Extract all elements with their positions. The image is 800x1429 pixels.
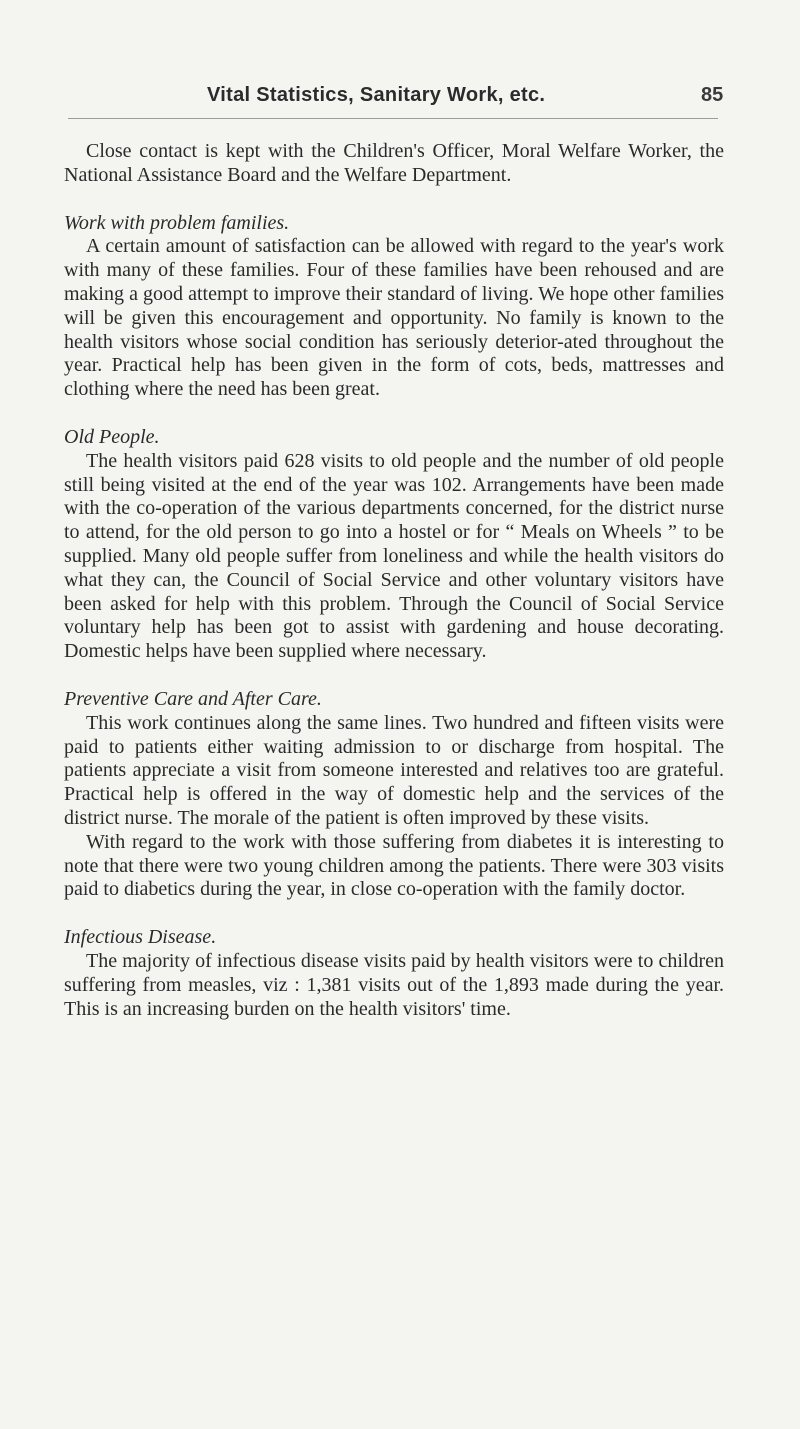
paragraph-problem-families: A certain amount of satisfaction can be allowed with regard to the year's work with many of these families. Four of these families have been rehoused and are making a good attempt to improve their standard of living. We hope other families will be given this encouragement and opportunity. No family is known to the health visitors whose social condition has seriously deterior-ated throughout the year. Practical help has been given in the form of cots, beds, mattresses and clothing where the need has been great. — [64, 235, 724, 401]
running-title: Vital Statistics, Sanitary Work, etc. — [207, 84, 546, 106]
running-head — [0, 84, 800, 114]
header-rule — [68, 118, 718, 119]
page-number: 85 — [701, 84, 724, 106]
heading-infectious-disease: Infectious Disease. — [64, 926, 217, 949]
heading-problem-families: Work with problem families. — [64, 211, 290, 234]
heading-old-people: Old People. — [64, 425, 160, 448]
heading-preventive-care: Preventive Care and After Care. — [64, 687, 322, 710]
paragraph-infectious-disease: The majority of infectious disease visits paid by health visitors were to children suffering from measles, viz : 1,381 visits out of the 1,893 made during the year. This is an increasing burden on the health visitors' time. — [64, 949, 724, 1020]
paragraph-preventive-care-2: With regard to the work with those suffering from diabetes it is interesting to note that there were two young children among the patients. There were 303 visits paid to diabetics during the year, in close co-operation with the family doctor. — [64, 830, 724, 901]
paragraph-old-people: The health visitors paid 628 visits to old people and the number of old people still being visited at the end of the year was 102. Arrangements have been made with the co-operation of the various departments concerned, for the district nurse to attend, for the old person to go into a hostel or for “ Meals on Wheels ” to be supplied. Many old people suffer from loneliness and while the health visitors do what they can, the Council of Social Service and other voluntary visitors have been asked for help with this problem. Through the Council of Social Service voluntary help has been got to assist with gardening and house decorating. Domestic helps have been supplied where necessary. — [64, 449, 724, 663]
intro-paragraph: Close contact is kept with the Children's Officer, Moral Welfare Worker, the National Assistance Board and the Welfare Department. — [64, 140, 724, 186]
paragraph-preventive-care-1: This work continues along the same lines. Two hundred and fifteen visits were paid to patients either waiting admission to or discharge from hospital. The patients appreciate a visit from someone interested and relatives too are grateful. Practical help is offered in the way of domestic help and the services of the district nurse. The morale of the patient is often improved by these visits. — [64, 711, 724, 829]
body-text — [64, 140, 724, 1021]
